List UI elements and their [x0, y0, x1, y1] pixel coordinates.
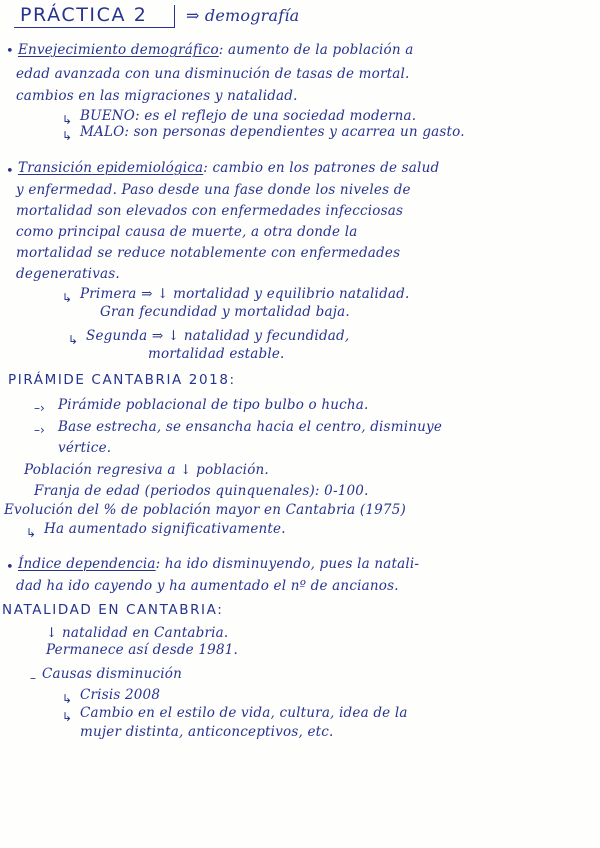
sub-arrow-icon: ↳: [62, 692, 73, 706]
primera-line-1: [80, 286, 410, 302]
piramide-item-2b: vértice.: [58, 440, 112, 456]
natalidad-crisis: Crisis 2008: [80, 687, 161, 703]
natalidad-cambio-1: Cambio en el estilo de vida, cultura, idea de la: [80, 705, 408, 721]
sub-arrow-icon: ↳: [62, 710, 73, 724]
dash-arrow-icon: –›: [34, 423, 45, 437]
bueno-label: BUENO: [80, 108, 136, 124]
page-subtitle: ⇒ demografía: [186, 6, 300, 25]
sub-arrow-icon: ↳: [26, 526, 37, 540]
segunda-label: Segunda: [86, 328, 148, 344]
dash-icon: –: [30, 671, 36, 685]
piramide-line-3: Evolución del % de población mayor en Cantabria (1975): [4, 502, 406, 518]
piramide-line-2: Franja de edad (periodos quinquenales): 0-100.: [34, 483, 369, 499]
malo-line: [80, 124, 465, 140]
envejecimiento-term: Envejecimiento demográfico: [18, 42, 219, 58]
bueno-text: : es el reflejo de una sociedad moderna.: [135, 108, 417, 124]
segunda-line-2: mortalidad estable.: [148, 346, 285, 362]
transicion-line-5: mortalidad se reduce notablemente con enfermedades: [16, 245, 401, 261]
transicion-term: Transición epidemiológica: [18, 160, 204, 176]
piramide-item-1: Pirámide poblacional de tipo bulbo o hucha.: [58, 397, 369, 413]
natalidad-heading: NATALIDAD EN CANTABRIA:: [2, 602, 224, 618]
bullet-icon: •: [6, 44, 14, 59]
page-title: PRÁCTICA 2: [20, 4, 148, 26]
natalidad-causas: Causas disminución: [42, 666, 182, 682]
piramide-heading: PIRÁMIDE CANTABRIA 2018:: [8, 372, 236, 388]
transicion-line-4: como principal causa de muerte, a otra donde la: [16, 224, 358, 240]
primera-line-2: Gran fecundidad y mortalidad baja.: [100, 304, 350, 320]
natalidad-line-1: ↓ natalidad en Cantabria.: [46, 625, 229, 641]
transicion-line-2: y enfermedad. Paso desde una fase donde los niveles de: [16, 182, 411, 198]
primera-label: Primera: [80, 286, 137, 302]
piramide-line-1: Población regresiva a ↓ población.: [24, 462, 269, 478]
malo-label: MALO: [80, 124, 125, 140]
bullet-icon: •: [6, 560, 14, 575]
envejecimiento-def-1: : aumento de la población a: [218, 42, 414, 58]
sub-arrow-icon: ↳: [62, 291, 73, 305]
natalidad-cambio-2: mujer distinta, anticonceptivos, etc.: [80, 724, 334, 740]
transicion-line-6: degenerativas.: [16, 266, 120, 282]
piramide-line-4: Ha aumentado significativamente.: [44, 521, 286, 537]
dependencia-line-2: dad ha ido cayendo y ha aumentado el nº de ancianos.: [16, 578, 399, 594]
natalidad-line-2: Permanece así desde 1981.: [46, 642, 239, 658]
bullet-icon: •: [6, 164, 14, 179]
bueno-line: [80, 108, 416, 124]
envejecimiento-line-2: edad avanzada con una disminución de tasas de mortal.: [16, 66, 410, 82]
dependencia-line-1: [18, 556, 419, 572]
envejecimiento-line-3: cambios en las migraciones y natalidad.: [16, 88, 298, 104]
transicion-line-3: mortalidad son elevados con enfermedades infecciosas: [16, 203, 404, 219]
dependencia-term: Índice dependencia: [18, 556, 156, 572]
segunda-line-1: [86, 328, 349, 344]
sub-arrow-icon: ↳: [62, 113, 73, 127]
segunda-text-1: ⇒ ↓ natalidad y fecundidad,: [151, 328, 350, 344]
sub-arrow-icon: ↳: [68, 333, 79, 347]
primera-text-1: ⇒ ↓ mortalidad y equilibrio natalidad.: [141, 286, 410, 302]
sub-arrow-icon: ↳: [62, 129, 73, 143]
dependencia-def-1: : ha ido disminuyendo, pues la natali-: [155, 556, 420, 572]
dash-arrow-icon: –›: [34, 401, 45, 415]
piramide-item-2a: Base estrecha, se ensancha hacia el centro, disminuye: [58, 419, 443, 435]
transicion-line-1: [18, 160, 439, 176]
transicion-def-1: : cambio en los patrones de salud: [203, 160, 440, 176]
envejecimiento-line-1: [18, 42, 414, 58]
malo-text: : son personas dependientes y acarrea un gasto.: [124, 124, 465, 140]
